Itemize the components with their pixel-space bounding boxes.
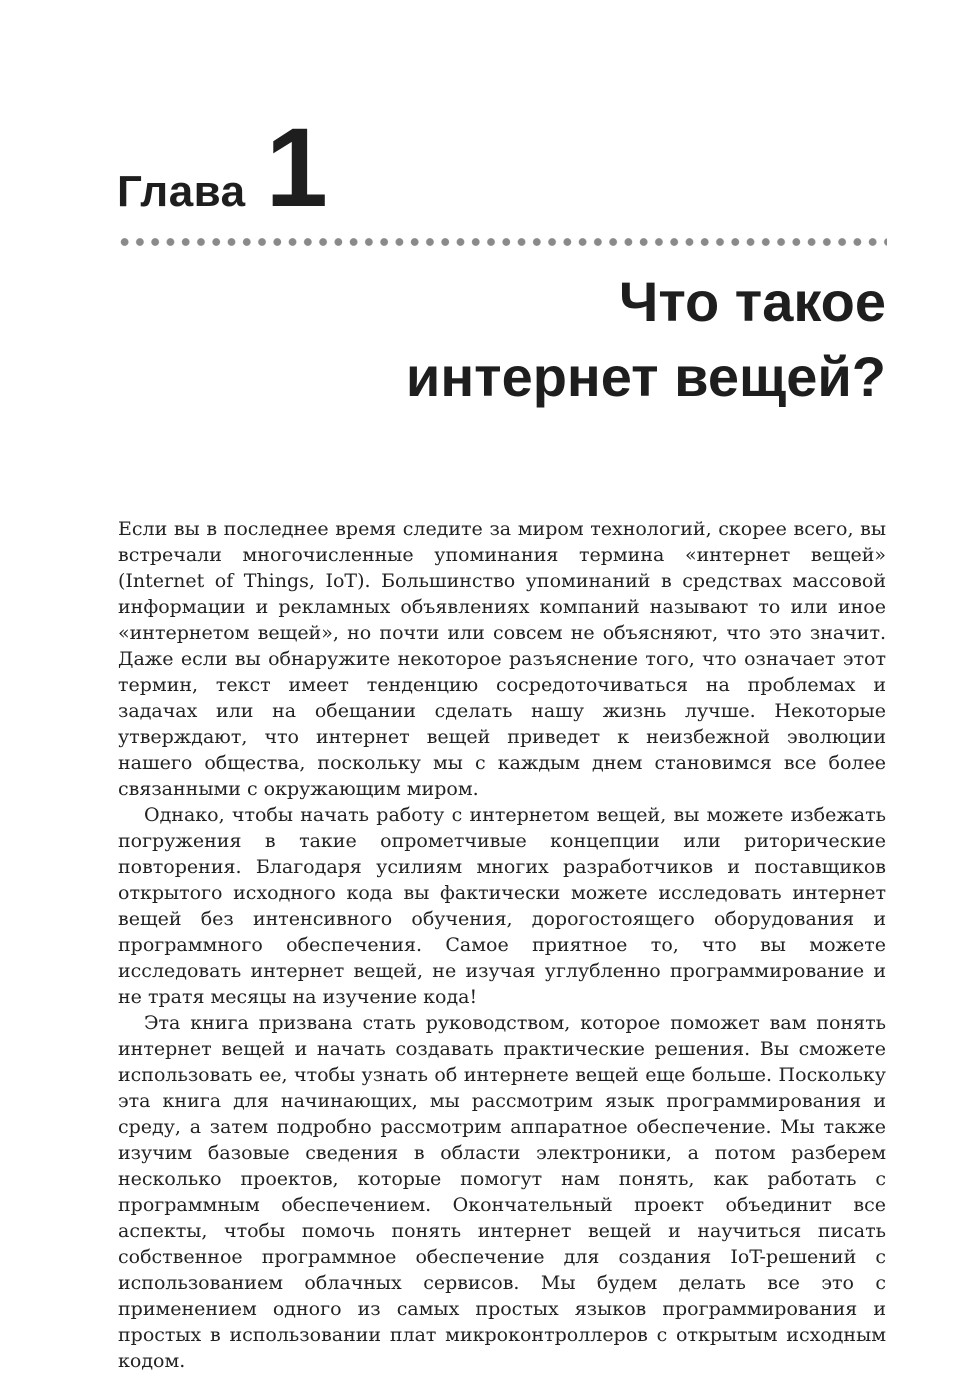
chapter-heading [117,105,328,230]
paragraph-1: Если вы в последнее время следите за миром технологий, скорее всего, вы встречали многочисленные упоминания термина «интернет вещей» (Internet of Things, IoT). Большинство упоминаний в средствах массовой информации и рекламных объявлениях компаний называют то или иное «интернетом вещей», но почти или совсем не объясняют, что это значит. Даже если вы обнаружите некоторое разъяснение того, что означает этот термин, текст имеет тенденцию сосредоточиваться на проблемах и задачах или на обещании сделать нашу жизнь лучше. Некоторые утверждают, что интернет вещей приведет к неизбежной эволюции нашего общества, поскольку мы с каждым днем становимся все более связанными с окружающим миром. [118,518,886,800]
dotted-divider [117,237,887,247]
paragraph-2: Однако, чтобы начать работу с интернетом вещей, вы можете избежать погружения в такие опрометчивые концепции или риторические повторения. Благодаря усилиям многих разработчиков и поставщиков открытого исходного кода вы фактически можете исследовать интернет вещей без интенсивного обучения, дорогостоящего оборудования и программного обеспечения. Самое приятное то, что вы можете исследовать интернет вещей, не изучая углубленно программирование и не тратя месяцы на изучение кода! [118,804,886,1008]
chapter-number: 1 [265,105,328,230]
chapter-label: Глава [117,167,246,216]
chapter-title [406,264,886,414]
chapter-title-line-1: Что такое [618,270,886,333]
paragraph-3: Эта книга призвана стать руководством, которое поможет вам понять интернет вещей и начать создавать практические решения. Вы сможете использовать ее, чтобы узнать об интернете вещей еще больше. Поскольку эта книга для начинающих, мы рассмотрим язык программирования и среду, а затем подробно рассмотрим аппаратное обеспечение. Мы также изучим базовые сведения в области электроники, а потом разберем несколько проектов, которые помогут нам понять, как работать с программным обеспечением. Окончательный проект объединит все аспекты, чтобы помочь понять интернет вещей и научиться писать собственное программное обеспечение для создания IoT-решений с использованием облачных сервисов. Мы будем делать все это с применением одного из самых простых языков программирования и простых в использовании плат микроконтроллеров с открытым исходным кодом. [118,1012,886,1372]
chapter-title-line-2: интернет вещей? [405,345,886,408]
body-text [118,516,886,1374]
